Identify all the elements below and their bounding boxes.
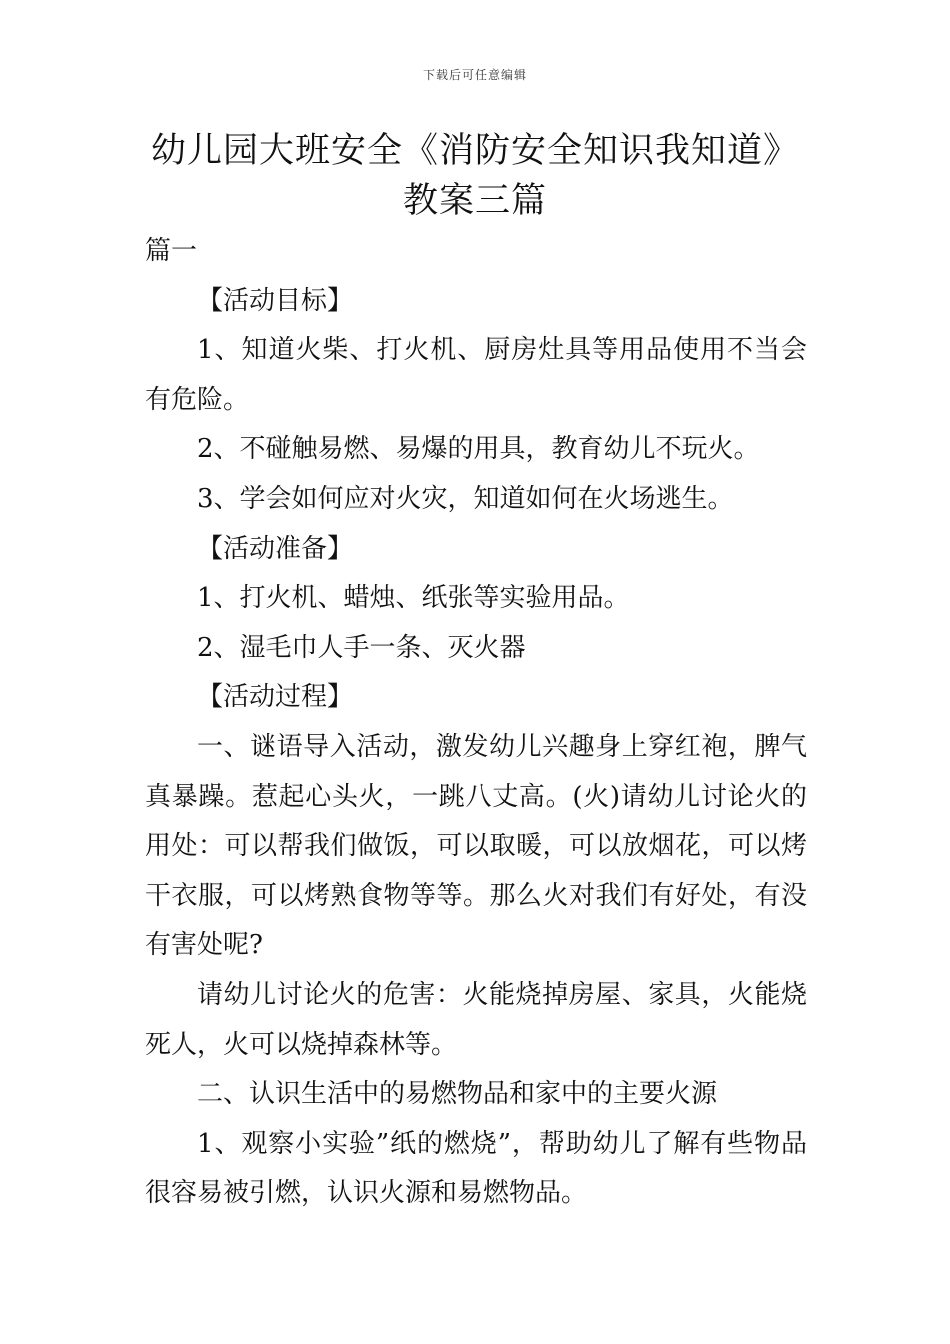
process-paragraph-4: 1、观察小实验”纸的燃烧”，帮助幼儿了解有些物品很容易被引燃，认识火源和易燃物品。 [145,1128,807,1209]
document-title [140,126,810,226]
section-heading-preparation: 【活动准备】 [197,533,354,564]
process-paragraph-2: 请幼儿讨论火的危害：火能烧掉房屋、家具，火能烧死人，火可以烧掉森林等。 [145,979,807,1060]
goal-item-3: 3、学会如何应对火灾，知道如何在火场逃生。 [197,483,734,514]
page-header-note: 下载后可任意编辑 [422,68,527,82]
document-title-line-2: 教案三篇 [402,181,547,221]
document-body [145,227,807,1219]
preparation-item-2: 2、湿毛巾人手一条、灭火器 [197,632,526,663]
section-heading-process: 【活动过程】 [197,682,354,713]
section-heading-goals: 【活动目标】 [197,285,354,316]
document-title-line-1: 幼儿园大班安全《消防安全知识我知道》 [150,131,799,171]
goal-item-1: 1、知道火柴、打火机、厨房灶具等用品使用不当会有危险。 [145,335,807,415]
process-paragraph-3: 二、认识生活中的易燃物品和家中的主要火源 [197,1079,718,1110]
process-paragraph-1: 一、谜语导入活动，激发幼儿兴趣身上穿红袍，脾气真暴躁。惹起心头火，一跳八丈高。(火)请幼儿讨论火的用处：可以帮我们做饭，可以取暖，可以放烟花，可以烤干衣服，可以烤熟食物等等。那么火对我们有好处，有没有害处呢? [145,731,807,961]
goal-item-2: 2、不碰触易燃、易爆的用具，教育幼儿不玩火。 [197,434,760,465]
preparation-item-1: 1、打火机、蜡烛、纸张等实验用品。 [197,583,630,614]
part-heading: 篇一 [145,236,198,266]
